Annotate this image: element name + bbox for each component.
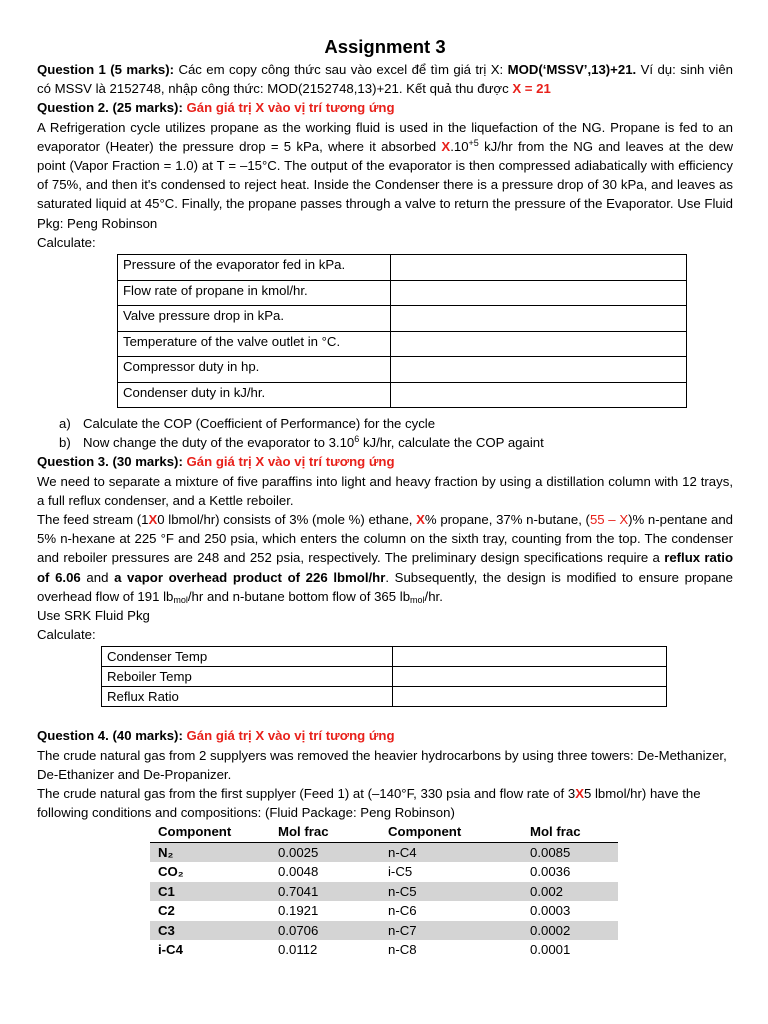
question-2-heading <box>37 98 733 117</box>
mol-frac: 0.0025 <box>270 842 380 862</box>
question-4-paragraph-1: The crude natural gas from 2 supplyers was removed the heavier hydrocarbons by using three towers: De-Methanizer, De-Ethanizer and De-Propanizer. <box>37 747 727 782</box>
q3-x-2: X <box>416 512 425 528</box>
question-2-text-a: A Refrigeration cycle utilizes propane as the working fluid is used in the liquefaction of the NG. Propane is fed to an evaporator (Heater) the pressure drop = 5 kPa, where it absorbed <box>37 119 733 154</box>
answer-row-label: Pressure of the evaporator fed in kPa. <box>118 255 391 281</box>
question-1 <box>37 60 733 98</box>
answer-row-label: Temperature of the valve outlet in °C. <box>118 331 391 357</box>
question-3-heading <box>37 452 733 471</box>
q3-subscript-2: mol <box>410 594 425 605</box>
composition-row <box>150 862 618 882</box>
subpart-b-text-2: kJ/hr, calculate the COP againt <box>359 435 544 451</box>
composition-table <box>150 822 618 960</box>
answer-cell[interactable] <box>393 687 667 707</box>
question-1-result: X = 21 <box>512 81 551 97</box>
mol-frac: 0.002 <box>522 882 618 902</box>
q3-x-1: X <box>148 512 158 528</box>
answer-cell[interactable] <box>391 382 687 408</box>
answer-row <box>102 667 667 687</box>
q3-text-c: % propane, 37% n-butane, ( <box>424 512 590 528</box>
answer-row <box>102 647 667 667</box>
answer-row <box>118 280 687 306</box>
question-3-fluid-package: Use SRK Fluid Pkg <box>37 608 150 624</box>
question-2-calculate: Calculate: <box>37 234 96 250</box>
q3-text-j: /hr. <box>424 588 443 604</box>
question-2-text-c: kJ/hr from the NG and leaves at the dew point (Vapor Fraction = 1.0) at T = –15°C. The output of the evaporator is then compressed adiabatically with efficiency of 75%, and then it's condensed to reject heat. Inside the Condenser there is a pressure drop of 30 kPa, and leaves as saturated liquid at 45°C. Finally, the propane passes through a valve to return the pressure of the Evaporator. Use Fluid Pkg: Peng Robinson <box>37 138 733 231</box>
question-2-subparts <box>37 414 733 452</box>
q3-text-f: and <box>80 569 115 585</box>
mol-frac: 0.0001 <box>530 942 571 958</box>
answer-row-label: Flow rate of propane in kmol/hr. <box>118 280 391 306</box>
q4-text-a: The crude natural gas from the first supplyer (Feed 1) at (–140°F, 330 psia and flow rate of 3 <box>37 786 576 802</box>
question-3-paragraph-2 <box>37 510 733 606</box>
subpart-b-text-1: Now change the duty of the evaporator to 3.10 <box>83 435 355 451</box>
q3-text-a: The feed stream (1 <box>37 512 149 528</box>
answer-cell[interactable] <box>391 357 687 383</box>
mol-frac: 0.0085 <box>522 842 618 862</box>
composition-row <box>150 940 618 960</box>
component-name: n-C5 <box>380 882 522 902</box>
component-name: C2 <box>158 903 175 919</box>
component-name: C3 <box>150 921 270 941</box>
component-name: n-C4 <box>380 842 522 862</box>
answer-cell[interactable] <box>393 667 667 687</box>
component-name: i-C4 <box>158 942 183 958</box>
column-header: Component <box>150 822 270 842</box>
component-name: N₂ <box>150 842 270 862</box>
question-3-calculate: Calculate: <box>37 627 96 643</box>
component-name: n-C6 <box>388 903 417 919</box>
question-2-subpart-a <box>37 414 733 433</box>
mol-frac: 0.0112 <box>278 942 318 958</box>
column-header: Component <box>380 822 522 842</box>
composition-row <box>150 921 618 941</box>
answer-row-label: Condenser duty in kJ/hr. <box>118 382 391 408</box>
answer-row <box>118 255 687 281</box>
column-header: Mol frac <box>270 822 380 842</box>
answer-row <box>102 687 667 707</box>
composition-row <box>150 842 618 862</box>
mol-frac: 0.0003 <box>530 903 571 919</box>
question-2-label: Question 2. (25 marks): <box>37 100 183 116</box>
document-page <box>37 36 733 960</box>
q3-text-h: . Subsequently, the design is modified to ensure propane overhead flow of 191 lb <box>37 569 734 604</box>
subpart-a-marker: a) <box>59 416 71 432</box>
answer-row-label: Condenser Temp <box>102 647 393 667</box>
q4-x: X <box>575 786 584 802</box>
component-name: n-C8 <box>388 942 417 958</box>
component-name: i-C5 <box>388 864 413 880</box>
composition-row <box>150 882 618 902</box>
component-name: C1 <box>150 882 270 902</box>
answer-row <box>118 382 687 408</box>
answer-cell[interactable] <box>391 280 687 306</box>
q3-text-b: 0 lbmol/hr) consists of 3% (mole %) ethane, <box>157 512 417 528</box>
composition-header-row <box>150 822 618 842</box>
question-2-text-b: .10 <box>450 138 469 154</box>
q3-text-d: )% n-pentane and 5% n-hexane at 225 °F and 250 psia, which enters the column on the sixth tray, counting from the top. The condenser and reboiler pressures are 248 and 252 psia, respectively. The preliminary design specifications require a <box>37 512 733 566</box>
question-1-text-1: Các em copy công thức sau vào excel để tìm giá trị X: <box>174 62 508 77</box>
answer-row-label: Reboiler Temp <box>102 667 393 687</box>
q3-reflux-ratio: reflux ratio of 6.06 <box>37 550 734 585</box>
answer-row <box>118 357 687 383</box>
question-4-heading <box>37 726 733 745</box>
question-2-subpart-b <box>37 433 733 452</box>
mol-frac: 0.0036 <box>530 864 571 880</box>
subpart-b-marker: b) <box>59 435 71 451</box>
question-4-paragraph-2 <box>37 784 733 822</box>
answer-row-label: Reflux Ratio <box>102 687 393 707</box>
mol-frac: 0.7041 <box>270 882 380 902</box>
q3-subscript-1: mol <box>173 594 188 605</box>
answer-cell[interactable] <box>391 255 687 281</box>
subpart-a-text: Calculate the COP (Coefficient of Performance) for the cycle <box>83 416 436 432</box>
question-1-formula: MOD(‘MSSV’,13)+21. <box>507 62 637 77</box>
answer-cell[interactable] <box>393 647 667 667</box>
component-name: CO₂ <box>158 864 184 880</box>
question-2-exponent: +5 <box>468 137 479 148</box>
answer-row-label: Compressor duty in hp. <box>118 357 391 383</box>
question-2-x: X <box>441 138 451 154</box>
answer-row-label: Valve pressure drop in kPa. <box>118 306 391 332</box>
question-2-paragraph <box>37 118 733 233</box>
page-title: Assignment 3 <box>324 36 446 57</box>
question-4-label: Question 4. (40 marks): <box>37 728 183 744</box>
q3-x-3: 55 – X <box>589 512 629 528</box>
question-1-label: Question 1 (5 marks): <box>37 62 175 77</box>
question-3-instruction: Gán giá trị X vào vị trí tương ứng <box>182 454 395 470</box>
mol-frac: 0.0002 <box>522 921 618 941</box>
mol-frac: 0.0706 <box>270 921 380 941</box>
q3-text-i: /hr and n-butane bottom flow of 365 lb <box>187 588 411 604</box>
mol-frac: 0.1921 <box>278 903 319 919</box>
answer-cell[interactable] <box>391 331 687 357</box>
component-name: n-C7 <box>380 921 522 941</box>
question-3-answer-table <box>101 646 667 707</box>
subpart-b-exponent: 6 <box>354 434 360 445</box>
q4-text-b: 5 lbmol/hr) have the following conditions and compositions: (Fluid Package: Peng Robinson) <box>37 786 701 821</box>
answer-row <box>118 306 687 332</box>
question-2-instruction: Gán giá trị X vào vị trí tương ứng <box>182 100 395 116</box>
mol-frac: 0.0048 <box>278 864 319 880</box>
question-3-label: Question 3. (30 marks): <box>37 454 183 470</box>
answer-cell[interactable] <box>391 306 687 332</box>
composition-row <box>150 901 618 921</box>
q3-vapor-overhead: a vapor overhead product of 226 lbmol/hr <box>114 569 386 585</box>
question-1-text-2: Ví dụ: sinh viên có MSSV là 2152748, nhập công thức: MOD(2152748,13)+21. Kết quả thu được <box>37 62 733 97</box>
question-4-instruction: Gán giá trị X vào vị trí tương ứng <box>182 728 395 744</box>
question-3-paragraph-1: We need to separate a mixture of five paraffins into light and heavy fraction by using a distillation column with 12 trays, a full reflux condenser, and a Kettle reboiler. <box>37 473 733 508</box>
question-2-answer-table <box>117 254 687 408</box>
answer-row <box>118 331 687 357</box>
column-header: Mol frac <box>522 822 618 842</box>
